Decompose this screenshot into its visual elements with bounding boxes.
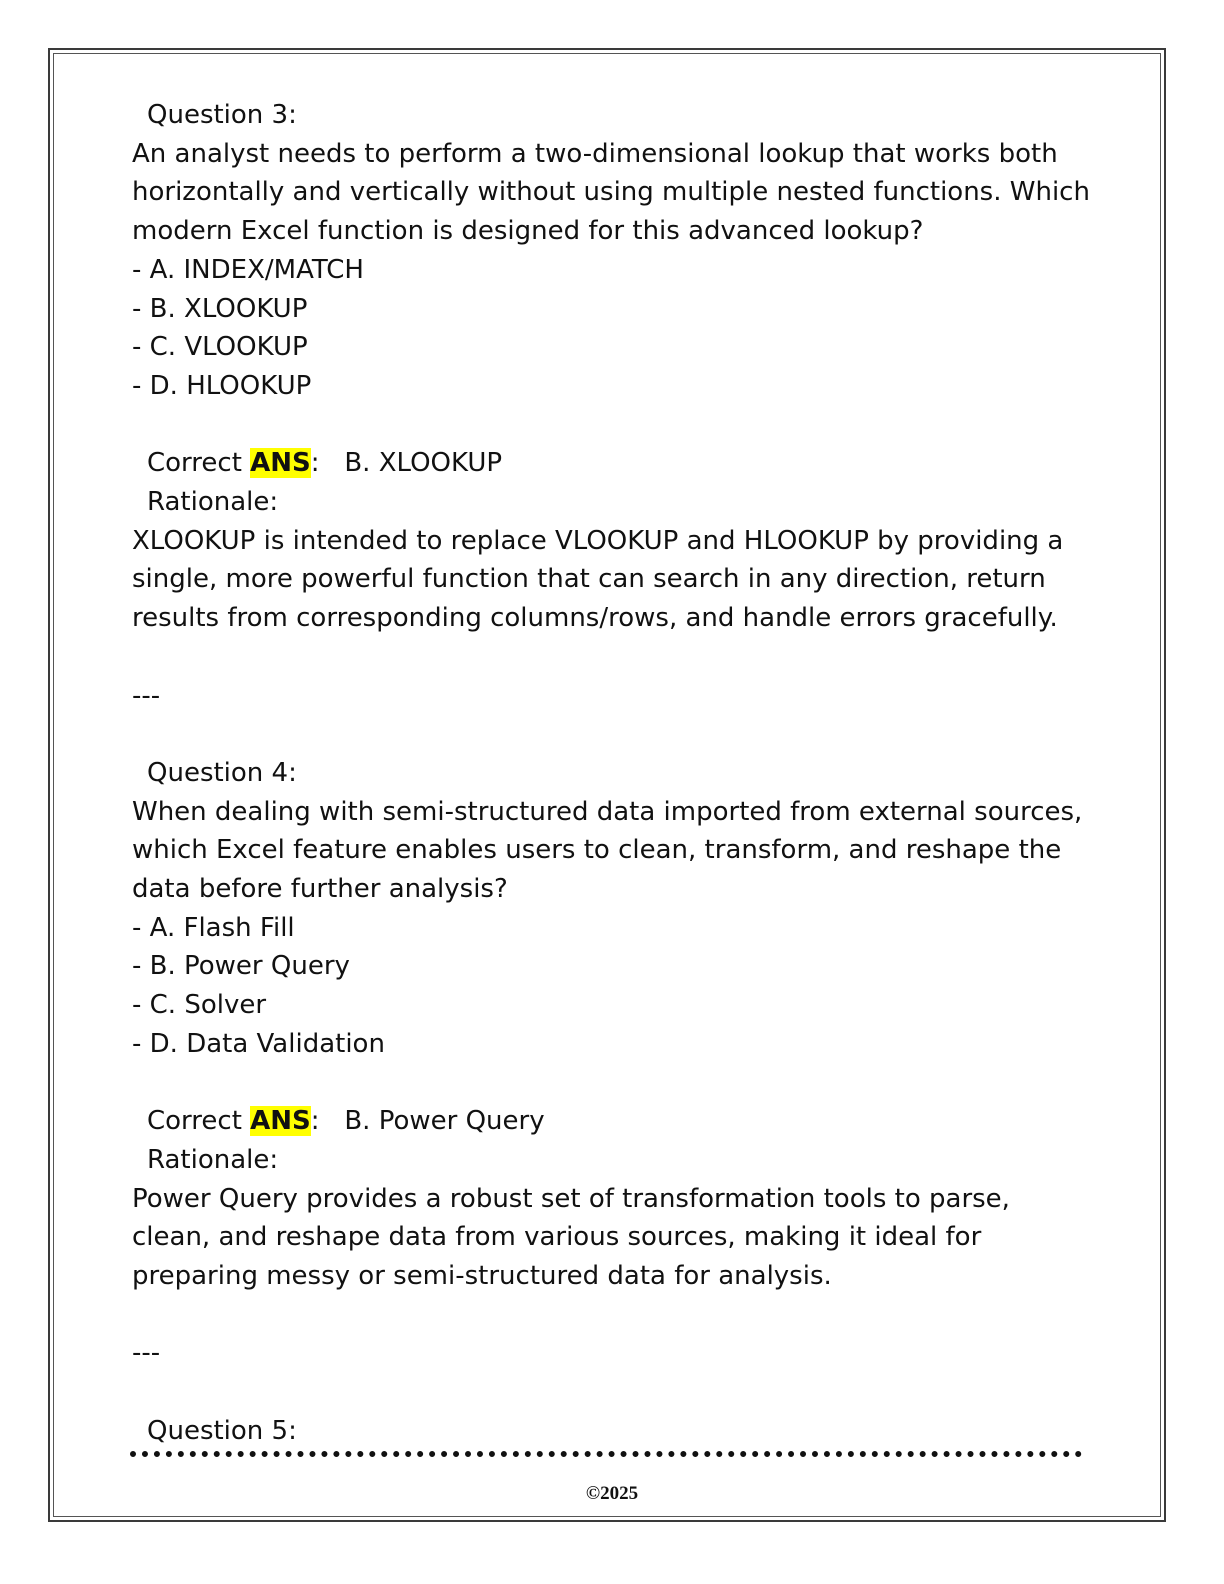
question-stem-line: data before further analysis? xyxy=(132,874,508,905)
question-4 xyxy=(132,754,1092,1296)
answer-option-b: - B. XLOOKUP xyxy=(132,293,308,324)
question-stem-line: When dealing with semi-structured data imported from external sources, xyxy=(132,796,1083,827)
correct-answer-line xyxy=(132,444,1092,483)
answer-option-a: - A. INDEX/MATCH xyxy=(132,254,364,285)
rationale-line: preparing messy or semi-structured data for analysis. xyxy=(132,1261,832,1292)
correct-answer-line xyxy=(132,1102,1092,1141)
question-heading: Question 4: xyxy=(147,757,297,788)
question-heading: Question 5: xyxy=(147,1415,297,1446)
blank-line xyxy=(132,1296,1092,1335)
section-separator: --- xyxy=(132,680,161,711)
question-stem-line: horizontally and vertically without using multiple nested functions. Which xyxy=(132,177,1090,208)
answer-option-a: - A. Flash Fill xyxy=(132,912,295,943)
blank-line xyxy=(132,638,1092,677)
blank-line xyxy=(132,1064,1092,1103)
correct-label: Correct xyxy=(147,448,251,479)
blank-line xyxy=(132,715,1092,754)
answer-option-d: - D. Data Validation xyxy=(132,1028,385,1059)
question-3 xyxy=(132,96,1092,638)
answer-option-c: - C. Solver xyxy=(132,990,267,1021)
correct-label: Correct xyxy=(147,1106,251,1137)
blank-line xyxy=(132,406,1092,445)
question-stem-line: An analyst needs to perform a two-dimensional lookup that works both xyxy=(132,138,1058,169)
ans-highlight: ANS xyxy=(250,448,311,479)
question-5 xyxy=(132,1412,1092,1451)
footer-copyright: ©2025 xyxy=(585,1483,639,1504)
rationale-line: clean, and reshape data from various sources, making it ideal for xyxy=(132,1222,982,1253)
answer-option-d: - D. HLOOKUP xyxy=(132,370,312,401)
question-stem-line: which Excel feature enables users to clean, transform, and reshape the xyxy=(132,835,1062,866)
answer-option-c: - C. VLOOKUP xyxy=(132,332,308,363)
rationale-label: Rationale: xyxy=(147,487,279,518)
correct-answer-value: : B. Power Query xyxy=(310,1106,545,1137)
section-separator: --- xyxy=(132,1338,161,1369)
question-stem-line: modern Excel function is designed for this advanced lookup? xyxy=(132,216,924,247)
answer-option-b: - B. Power Query xyxy=(132,951,350,982)
rationale-label: Rationale: xyxy=(147,1144,279,1175)
ans-highlight: ANS xyxy=(250,1106,311,1137)
correct-answer-value: : B. XLOOKUP xyxy=(310,448,503,479)
question-heading: Question 3: xyxy=(147,100,297,130)
rationale-line: results from corresponding columns/rows, and handle errors gracefully. xyxy=(132,603,1058,634)
document-body xyxy=(132,96,1092,1451)
rationale-line: single, more powerful function that can search in any direction, return xyxy=(132,564,1046,595)
rationale-line: XLOOKUP is intended to replace VLOOKUP and HLOOKUP by providing a xyxy=(132,525,1064,556)
rationale-line: Power Query provides a robust set of transformation tools to parse, xyxy=(132,1183,1010,1214)
blank-line xyxy=(132,1373,1092,1412)
footer-dotted-rule xyxy=(130,1451,1082,1457)
